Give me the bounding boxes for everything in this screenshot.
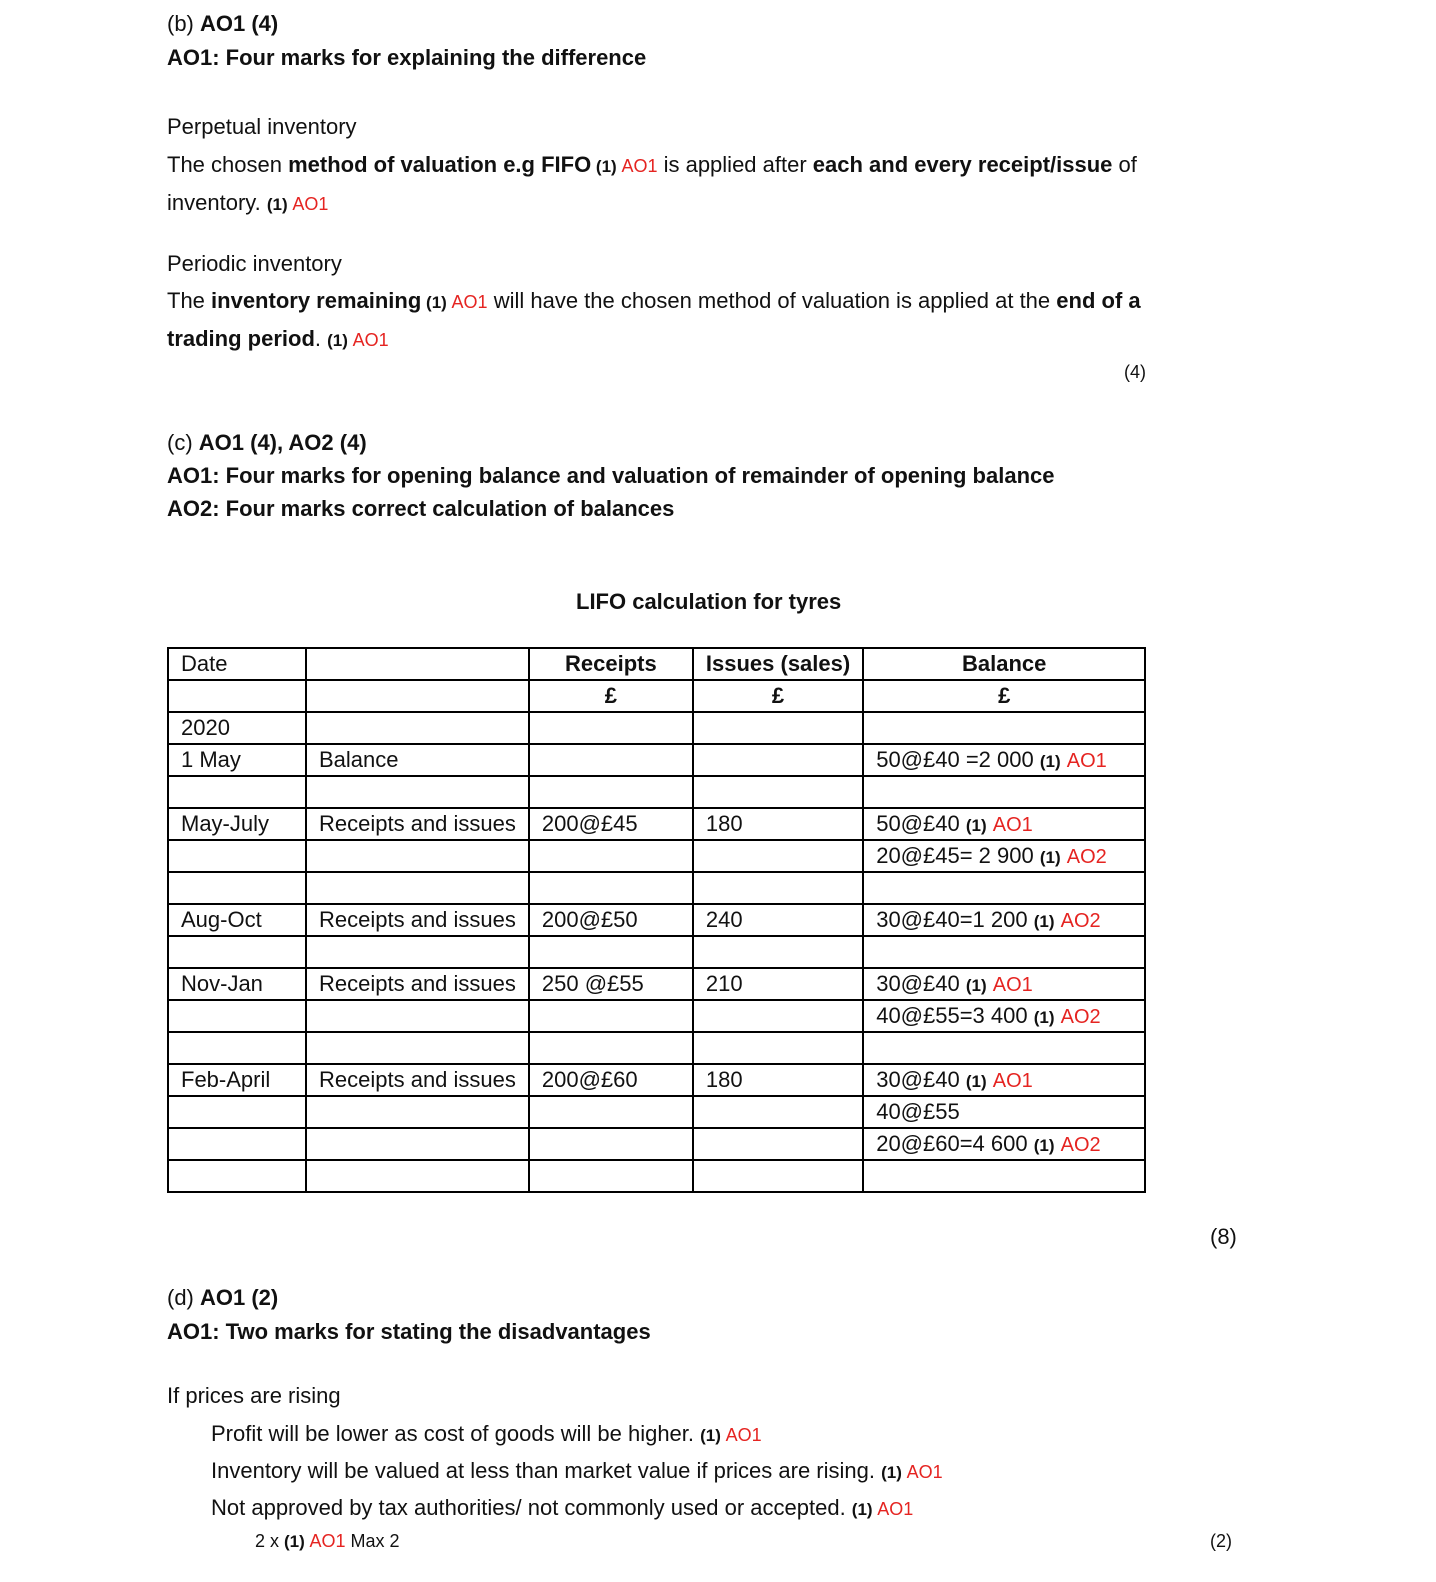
heading-marks: AO1 (4)	[200, 11, 279, 36]
cell-date	[168, 1000, 306, 1032]
currency-balance: £	[863, 680, 1145, 712]
text: The chosen	[167, 152, 289, 177]
table-row	[168, 1160, 1145, 1192]
table-row	[168, 776, 1145, 808]
text: The	[167, 288, 212, 313]
cell-balance	[863, 968, 1145, 1000]
cell-receipts	[529, 840, 693, 872]
cell-receipts: 200@£50	[529, 904, 693, 936]
perpetual-line-1	[167, 151, 1137, 181]
cell-receipts	[529, 1096, 693, 1128]
ao-label: AO1	[725, 1425, 762, 1445]
part-c-sub-2: AO2: Four marks correct calculation of balances	[167, 496, 675, 521]
header-date: Date	[168, 648, 306, 680]
cell-description	[306, 776, 529, 808]
ao-label: AO2	[1066, 846, 1107, 868]
heading-marks: AO1 (2)	[200, 1285, 279, 1310]
mark: (1)	[965, 816, 987, 835]
balance-value: 50@£40	[876, 811, 960, 836]
table-header-row	[168, 648, 1145, 680]
ao-label: AO1	[352, 330, 389, 350]
mark: (1)	[591, 157, 622, 176]
mark: (1)	[1039, 848, 1061, 867]
ao-label: AO2	[1060, 910, 1101, 932]
part-b-heading	[167, 10, 278, 38]
cell-description	[306, 1000, 529, 1032]
cell-balance	[863, 776, 1145, 808]
part-c-total: (8)	[1210, 1224, 1237, 1249]
cell-description	[306, 840, 529, 872]
text: will have the chosen method of valuation is applied at the	[487, 288, 1057, 313]
cell-date	[168, 840, 306, 872]
mark: (1)	[1033, 912, 1055, 931]
cell-date: 2020	[168, 712, 306, 744]
cell-description: Receipts and issues	[306, 904, 529, 936]
cell-date	[168, 872, 306, 904]
mark: (1)	[1033, 1136, 1055, 1155]
mark: (1)	[881, 1463, 907, 1482]
cell-description	[306, 936, 529, 968]
cell-receipts: 250 @£55	[529, 968, 693, 1000]
balance-value: 40@£55=3 400	[876, 1003, 1028, 1028]
text: Profit will be lower as cost of goods will be higher.	[211, 1421, 701, 1446]
ao-label: AO1	[877, 1499, 914, 1519]
cell-balance	[863, 744, 1145, 776]
currency-description	[306, 680, 529, 712]
part-d-intro: If prices are rising	[167, 1383, 341, 1408]
cell-issues	[693, 1128, 863, 1160]
part-d-heading	[167, 1284, 278, 1312]
table-row	[168, 840, 1145, 872]
key-phrase: end of a	[1056, 288, 1141, 313]
cell-date: Feb-April	[168, 1064, 306, 1096]
cell-receipts: 200@£60	[529, 1064, 693, 1096]
cell-date	[168, 1128, 306, 1160]
cell-issues	[693, 1160, 863, 1192]
table-row	[168, 968, 1145, 1000]
cell-description	[306, 712, 529, 744]
part-c-sub-1: AO1: Four marks for opening balance and valuation of remainder of opening balance	[167, 463, 1055, 488]
cell-receipts	[529, 712, 693, 744]
text: is applied after	[657, 152, 813, 177]
balance-value: 30@£40	[876, 971, 960, 996]
header-description	[306, 648, 529, 680]
cell-date	[168, 1032, 306, 1064]
cell-description	[306, 1096, 529, 1128]
mark: (1)	[284, 1532, 310, 1551]
ao-label: AO1	[992, 1070, 1033, 1092]
key-phrase: inventory remaining	[211, 288, 422, 313]
ao-label: AO1	[906, 1462, 943, 1482]
cell-balance	[863, 1096, 1145, 1128]
text: inventory.	[167, 190, 267, 215]
cell-date	[168, 1096, 306, 1128]
cell-receipts	[529, 1160, 693, 1192]
mark: (1)	[851, 1500, 878, 1519]
cell-receipts	[529, 872, 693, 904]
cell-description: Balance	[306, 744, 529, 776]
table-row	[168, 1000, 1145, 1032]
mark: (1)	[700, 1426, 726, 1445]
cell-receipts	[529, 1000, 693, 1032]
cell-receipts	[529, 936, 693, 968]
table-row	[168, 712, 1145, 744]
cell-issues	[693, 1000, 863, 1032]
cell-issues: 180	[693, 808, 863, 840]
ao-label: AO1	[451, 292, 488, 312]
balance-value: 20@£60=4 600	[876, 1131, 1028, 1156]
heading-prefix: (d)	[167, 1285, 200, 1310]
part-b-total: (4)	[1124, 362, 1146, 382]
table-row	[168, 1128, 1145, 1160]
part-b-subheading: AO1: Four marks for explaining the difference	[167, 45, 647, 70]
cell-balance	[863, 1000, 1145, 1032]
cell-balance	[863, 1064, 1145, 1096]
text: 2 x	[255, 1531, 285, 1551]
header-receipts: Receipts	[529, 648, 693, 680]
table-row	[168, 872, 1145, 904]
disadvantage-item	[211, 1420, 762, 1450]
text: Inventory will be valued at less than market value if prices are rising.	[211, 1458, 882, 1483]
cell-balance	[863, 840, 1145, 872]
periodic-title: Periodic inventory	[167, 251, 342, 276]
cell-balance	[863, 1128, 1145, 1160]
perpetual-line-2	[167, 189, 328, 219]
table-row	[168, 936, 1145, 968]
balance-value: 40@£55	[876, 1099, 960, 1124]
table-row	[168, 1032, 1145, 1064]
text: Max 2	[345, 1531, 400, 1551]
cell-issues	[693, 712, 863, 744]
cell-description: Receipts and issues	[306, 808, 529, 840]
cell-date: 1 May	[168, 744, 306, 776]
mark: (1)	[266, 195, 293, 214]
mark: (1)	[1039, 752, 1061, 771]
disadvantage-item	[211, 1494, 913, 1524]
cell-issues	[693, 840, 863, 872]
heading-prefix: (b)	[167, 11, 200, 36]
cell-description	[306, 1128, 529, 1160]
cell-receipts	[529, 744, 693, 776]
balance-value: 30@£40	[876, 1067, 960, 1092]
ao-label: AO1	[992, 974, 1033, 996]
cell-balance	[863, 1160, 1145, 1192]
part-d-subheading: AO1: Two marks for stating the disadvantages	[167, 1319, 651, 1344]
text: .	[314, 326, 328, 351]
table-row	[168, 744, 1145, 776]
table-row	[168, 904, 1145, 936]
ao-label: AO1	[992, 814, 1033, 836]
cell-receipts	[529, 1128, 693, 1160]
heading-marks: AO1 (4), AO2 (4)	[198, 430, 367, 455]
ao-label: AO1	[292, 194, 329, 214]
balance-value: 20@£45= 2 900	[876, 843, 1034, 868]
ao-label: AO2	[1060, 1006, 1101, 1028]
cell-issues	[693, 936, 863, 968]
mark: (1)	[965, 1072, 987, 1091]
cell-description	[306, 872, 529, 904]
ao-label: AO1	[309, 1531, 346, 1551]
cell-issues	[693, 744, 863, 776]
mark: (1)	[421, 293, 452, 312]
cell-description	[306, 1160, 529, 1192]
part-d-total: (2)	[1210, 1531, 1232, 1551]
currency-issues: £	[693, 680, 863, 712]
heading-prefix: (c)	[167, 430, 199, 455]
table-currency-row	[168, 680, 1145, 712]
header-balance: Balance	[863, 648, 1145, 680]
cell-balance	[863, 904, 1145, 936]
header-issues: Issues (sales)	[693, 648, 863, 680]
cell-balance	[863, 712, 1145, 744]
cell-description	[306, 1032, 529, 1064]
disadvantage-item	[211, 1457, 943, 1487]
table-row	[168, 808, 1145, 840]
cell-receipts	[529, 776, 693, 808]
cell-receipts: 200@£45	[529, 808, 693, 840]
ao-label: AO1	[621, 156, 658, 176]
text: of	[1112, 152, 1137, 177]
cell-description: Receipts and issues	[306, 1064, 529, 1096]
balance-value: 50@£40 =2 000	[876, 747, 1034, 772]
cell-issues: 210	[693, 968, 863, 1000]
table-row	[168, 1064, 1145, 1096]
key-phrase: each and every receipt/issue	[812, 152, 1113, 177]
cell-issues	[693, 776, 863, 808]
perpetual-title: Perpetual inventory	[167, 114, 357, 139]
ao-label: AO1	[1066, 750, 1107, 772]
cell-date	[168, 776, 306, 808]
part-c-heading	[167, 429, 367, 457]
currency-receipts: £	[529, 680, 693, 712]
cell-date: May-July	[168, 808, 306, 840]
cell-balance	[863, 808, 1145, 840]
table-row	[168, 1096, 1145, 1128]
text: Not approved by tax authorities/ not commonly used or accepted.	[211, 1495, 852, 1520]
periodic-line-1	[167, 287, 1141, 317]
cell-balance	[863, 936, 1145, 968]
lifo-table	[167, 647, 1146, 1193]
cell-date	[168, 1160, 306, 1192]
cell-date: Nov-Jan	[168, 968, 306, 1000]
mark: (1)	[965, 976, 987, 995]
currency-date	[168, 680, 306, 712]
balance-value: 30@£40=1 200	[876, 907, 1028, 932]
cell-receipts	[529, 1032, 693, 1064]
mark: (1)	[327, 331, 353, 350]
cell-issues: 180	[693, 1064, 863, 1096]
cell-balance	[863, 1032, 1145, 1064]
key-phrase: method of valuation e.g FIFO	[288, 152, 592, 177]
cell-issues	[693, 1032, 863, 1064]
cell-balance	[863, 872, 1145, 904]
periodic-line-2	[167, 325, 389, 355]
mark: (1)	[1033, 1008, 1055, 1027]
cell-description: Receipts and issues	[306, 968, 529, 1000]
max-marks-note	[255, 1531, 400, 1552]
key-phrase: trading period	[167, 326, 315, 351]
cell-issues: 240	[693, 904, 863, 936]
cell-date: Aug-Oct	[168, 904, 306, 936]
cell-date	[168, 936, 306, 968]
table-title: LIFO calculation for tyres	[576, 589, 842, 614]
cell-issues	[693, 1096, 863, 1128]
cell-issues	[693, 872, 863, 904]
ao-label: AO2	[1060, 1134, 1101, 1156]
